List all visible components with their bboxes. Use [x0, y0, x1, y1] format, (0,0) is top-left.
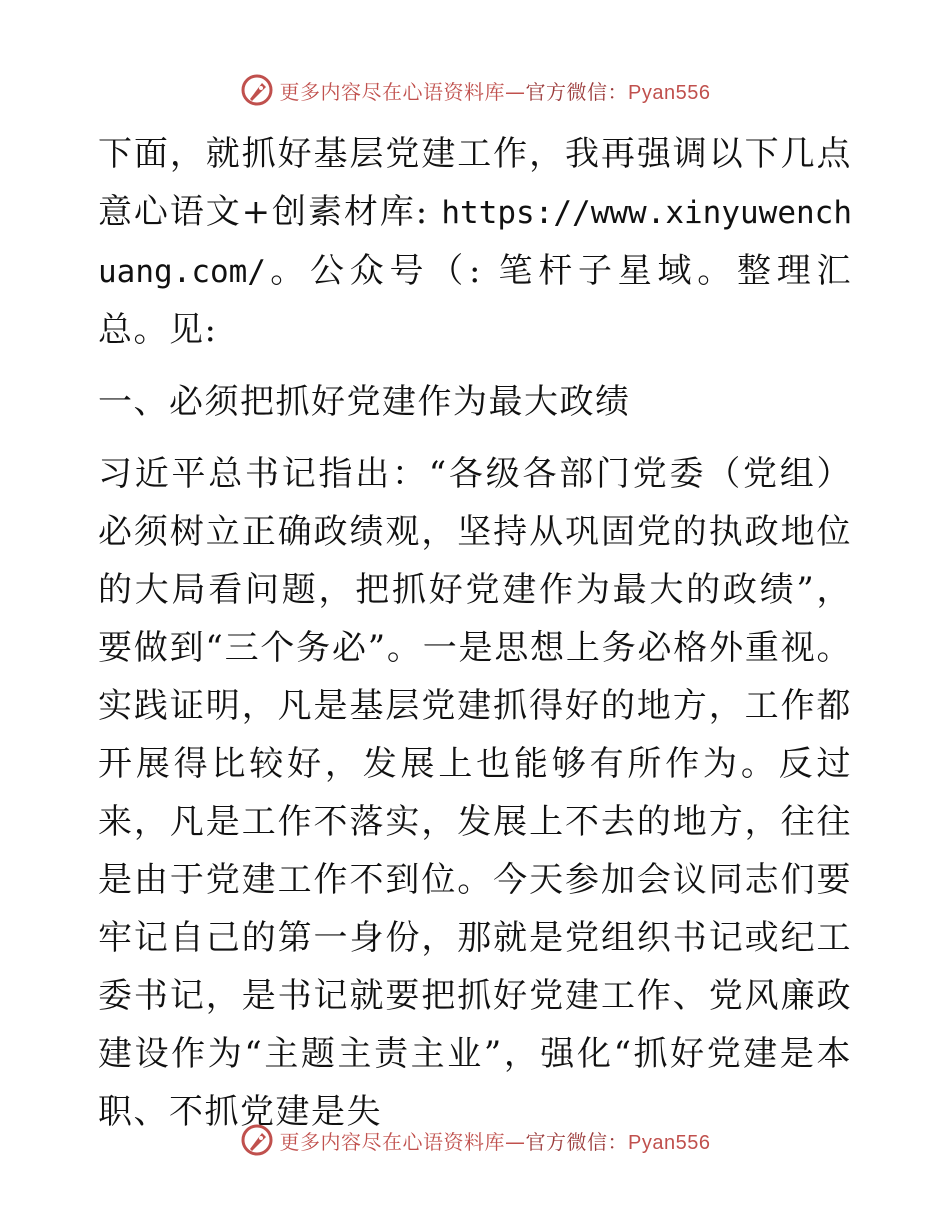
footer-banner [0, 1120, 950, 1160]
pen-nib-logo-icon [240, 73, 274, 107]
banner-main-text: 更多内容尽在心语资料库 [279, 79, 506, 104]
document-body [98, 125, 852, 1141]
banner-dash: — [505, 1129, 526, 1154]
intro-prefix: 下面，就抓好基层党建工作，我再强调以下几点意心语文+创素材库: [98, 134, 852, 232]
header-banner-text [280, 76, 711, 105]
banner-dash: — [505, 79, 526, 104]
footer-banner-text [280, 1126, 711, 1155]
intro-suffix: 。公众号（: 笔杆子星域。整理汇总。见: [98, 251, 852, 350]
pen-nib-logo-icon [240, 1123, 274, 1157]
intro-url: https://www.xinyuwenchuang.com/ [98, 195, 852, 290]
header-banner [0, 70, 950, 110]
banner-wechat-label: 官方微信： [525, 1129, 629, 1154]
body-paragraph-1: 习近平总书记指出：“各级各部门党委（党组）必须树立正确政绩观，坚持从巩固党的执政地位的大局看问题，把抓好党建作为最大的政绩”，要做到“三个务必”。一是思想上务必格外重视。实践证明，凡是基层党建抓得好的地方，工作都开展得比较好，发展上也能够有所作为。反过来，凡是工作不落实，发展上不去的地方，往往是由于党建工作不到位。今天参加会议同志们要牢记自己的第一身份，那就是党组织书记或纪工委书记，是书记就要把抓好党建工作、党风廉政建设作为“主题主责主业”，强化“抓好党建是本职、不抓党建是失 [98, 454, 852, 1132]
banner-main-text: 更多内容尽在心语资料库 [279, 1129, 506, 1154]
section-heading-1: 一、必须把抓好党建作为最大政绩 [98, 382, 631, 422]
intro-paragraph [98, 125, 852, 359]
banner-wechat-id: Pyan556 [628, 81, 711, 104]
banner-wechat-label: 官方微信： [525, 79, 629, 104]
banner-wechat-id: Pyan556 [628, 1131, 711, 1154]
